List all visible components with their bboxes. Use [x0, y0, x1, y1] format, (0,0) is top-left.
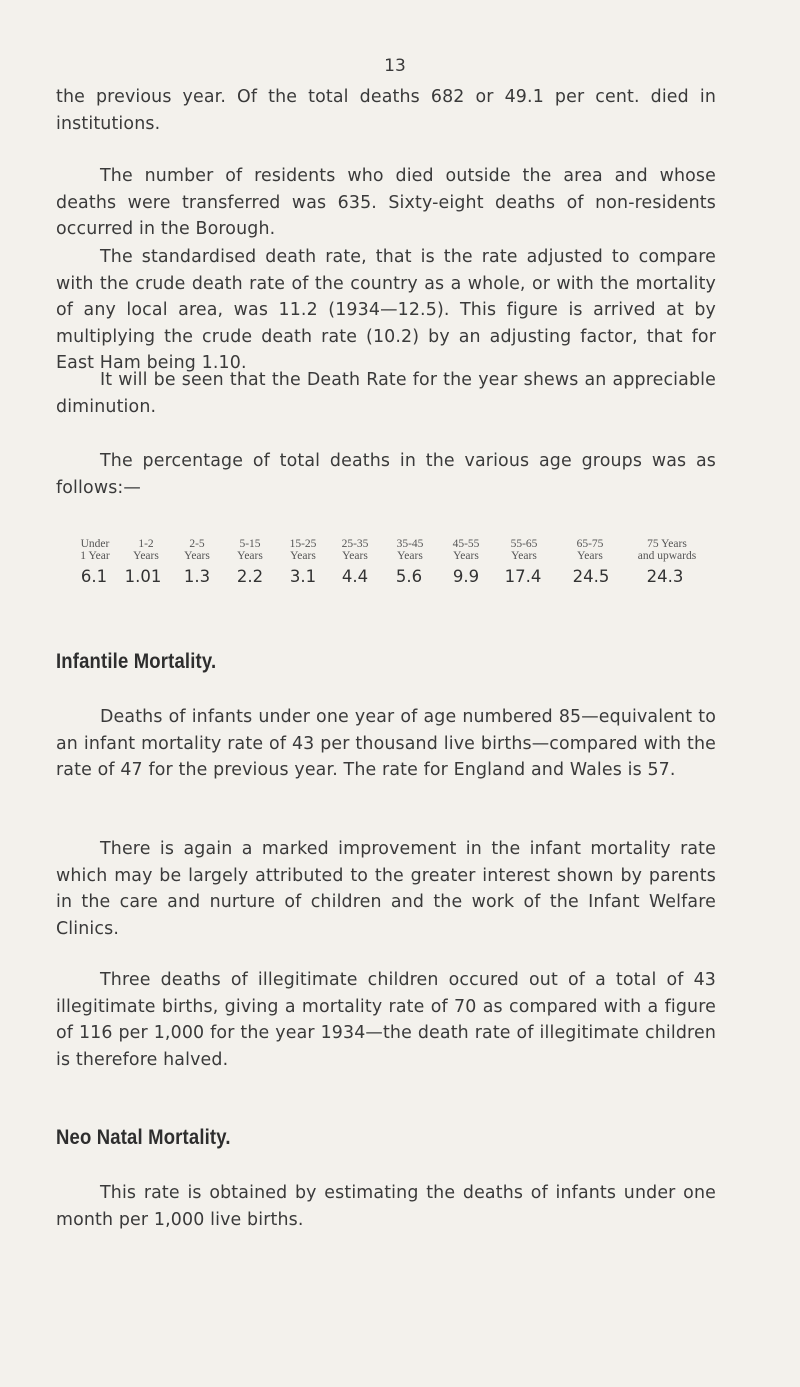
paragraph-infant-improvement: There is again a marked improvement in the infant mortality rate which may be largely attributed to the greater interest shown by parents in the care and nurture of children and the work of the Infant Welfare Clinics. [56, 839, 716, 939]
age-value-cell: 3.1 [289, 567, 317, 586]
age-header-cell: 45-55 Years [452, 538, 480, 562]
paragraph-transferred-deaths: The number of residents who died outside the area and whose deaths were transferred was 635. Sixty-eight deaths of non-residents occurred in the Borough. [56, 166, 716, 239]
section-heading-neo-natal-mortality: Neo Natal Mortality. [56, 1126, 231, 1149]
age-header-cell: 1-2 Years [133, 538, 159, 562]
age-header-cell: 65-75 Years [576, 538, 604, 562]
age-value-cell: 5.6 [395, 567, 423, 586]
age-value-cell: 1.3 [183, 567, 211, 586]
age-value-cell: 4.4 [341, 567, 369, 586]
paragraph-standardised-rate: The standardised death rate, that is the rate adjusted to compare with the crude death rate of the country as a whole, or with the mortality of any local area, was 11.2 (1934—12.5). This figure is arrived at by multiplying the crude death rate (10.2) by an adjusting factor, that for East Ham being 1.10. [56, 247, 716, 373]
age-header-cell: 5-15 Years [237, 538, 263, 562]
paragraph-illegitimate-deaths: Three deaths of illegitimate children occured out of a total of 43 illegitimate births, giving a mortality rate of 70 as compared with a figure of 116 per 1,000 for the year 1934—the death rate of illegitimate children is therefore halved. [56, 970, 716, 1070]
age-header-cell: 55-65 Years [510, 538, 538, 562]
age-value-cell: 24.5 [572, 567, 610, 586]
page-number: 13 [384, 56, 406, 76]
age-header-cell: 2-5 Years [184, 538, 210, 562]
paragraph-death-rate-diminution: It will be seen that the Death Rate for the year shews an appreciable diminution. [56, 370, 716, 417]
age-value-cell: 6.1 [80, 567, 108, 586]
age-value-cell: 17.4 [504, 567, 542, 586]
age-value-cell: 24.3 [646, 567, 684, 586]
age-value-cell: 1.01 [124, 567, 162, 586]
age-header-cell: 25-35 Years [341, 538, 369, 562]
paragraph-infant-deaths: Deaths of infants under one year of age numbered 85—equivalent to an infant mortality rate of 43 per thousand live births—compared with the rate of 47 for the previous year. The rate for England and Wales is 57. [56, 707, 716, 780]
age-header-cell: 75 Years and upwards [637, 538, 697, 562]
paragraph-institutions: the previous year. Of the total deaths 682 or 49.1 per cent. died in institutions. [56, 87, 716, 134]
age-header-cell: 35-45 Years [396, 538, 424, 562]
age-header-cell: 15-25 Years [289, 538, 317, 562]
age-header-cell: Under 1 Year [80, 538, 110, 562]
section-heading-infantile-mortality: Infantile Mortality. [56, 650, 217, 673]
paragraph-age-groups-intro: The percentage of total deaths in the various age groups was as follows:— [56, 451, 716, 498]
paragraph-neo-natal-rate: This rate is obtained by estimating the deaths of infants under one month per 1,000 live births. [56, 1183, 716, 1230]
age-value-cell: 2.2 [236, 567, 264, 586]
age-value-cell: 9.9 [452, 567, 480, 586]
